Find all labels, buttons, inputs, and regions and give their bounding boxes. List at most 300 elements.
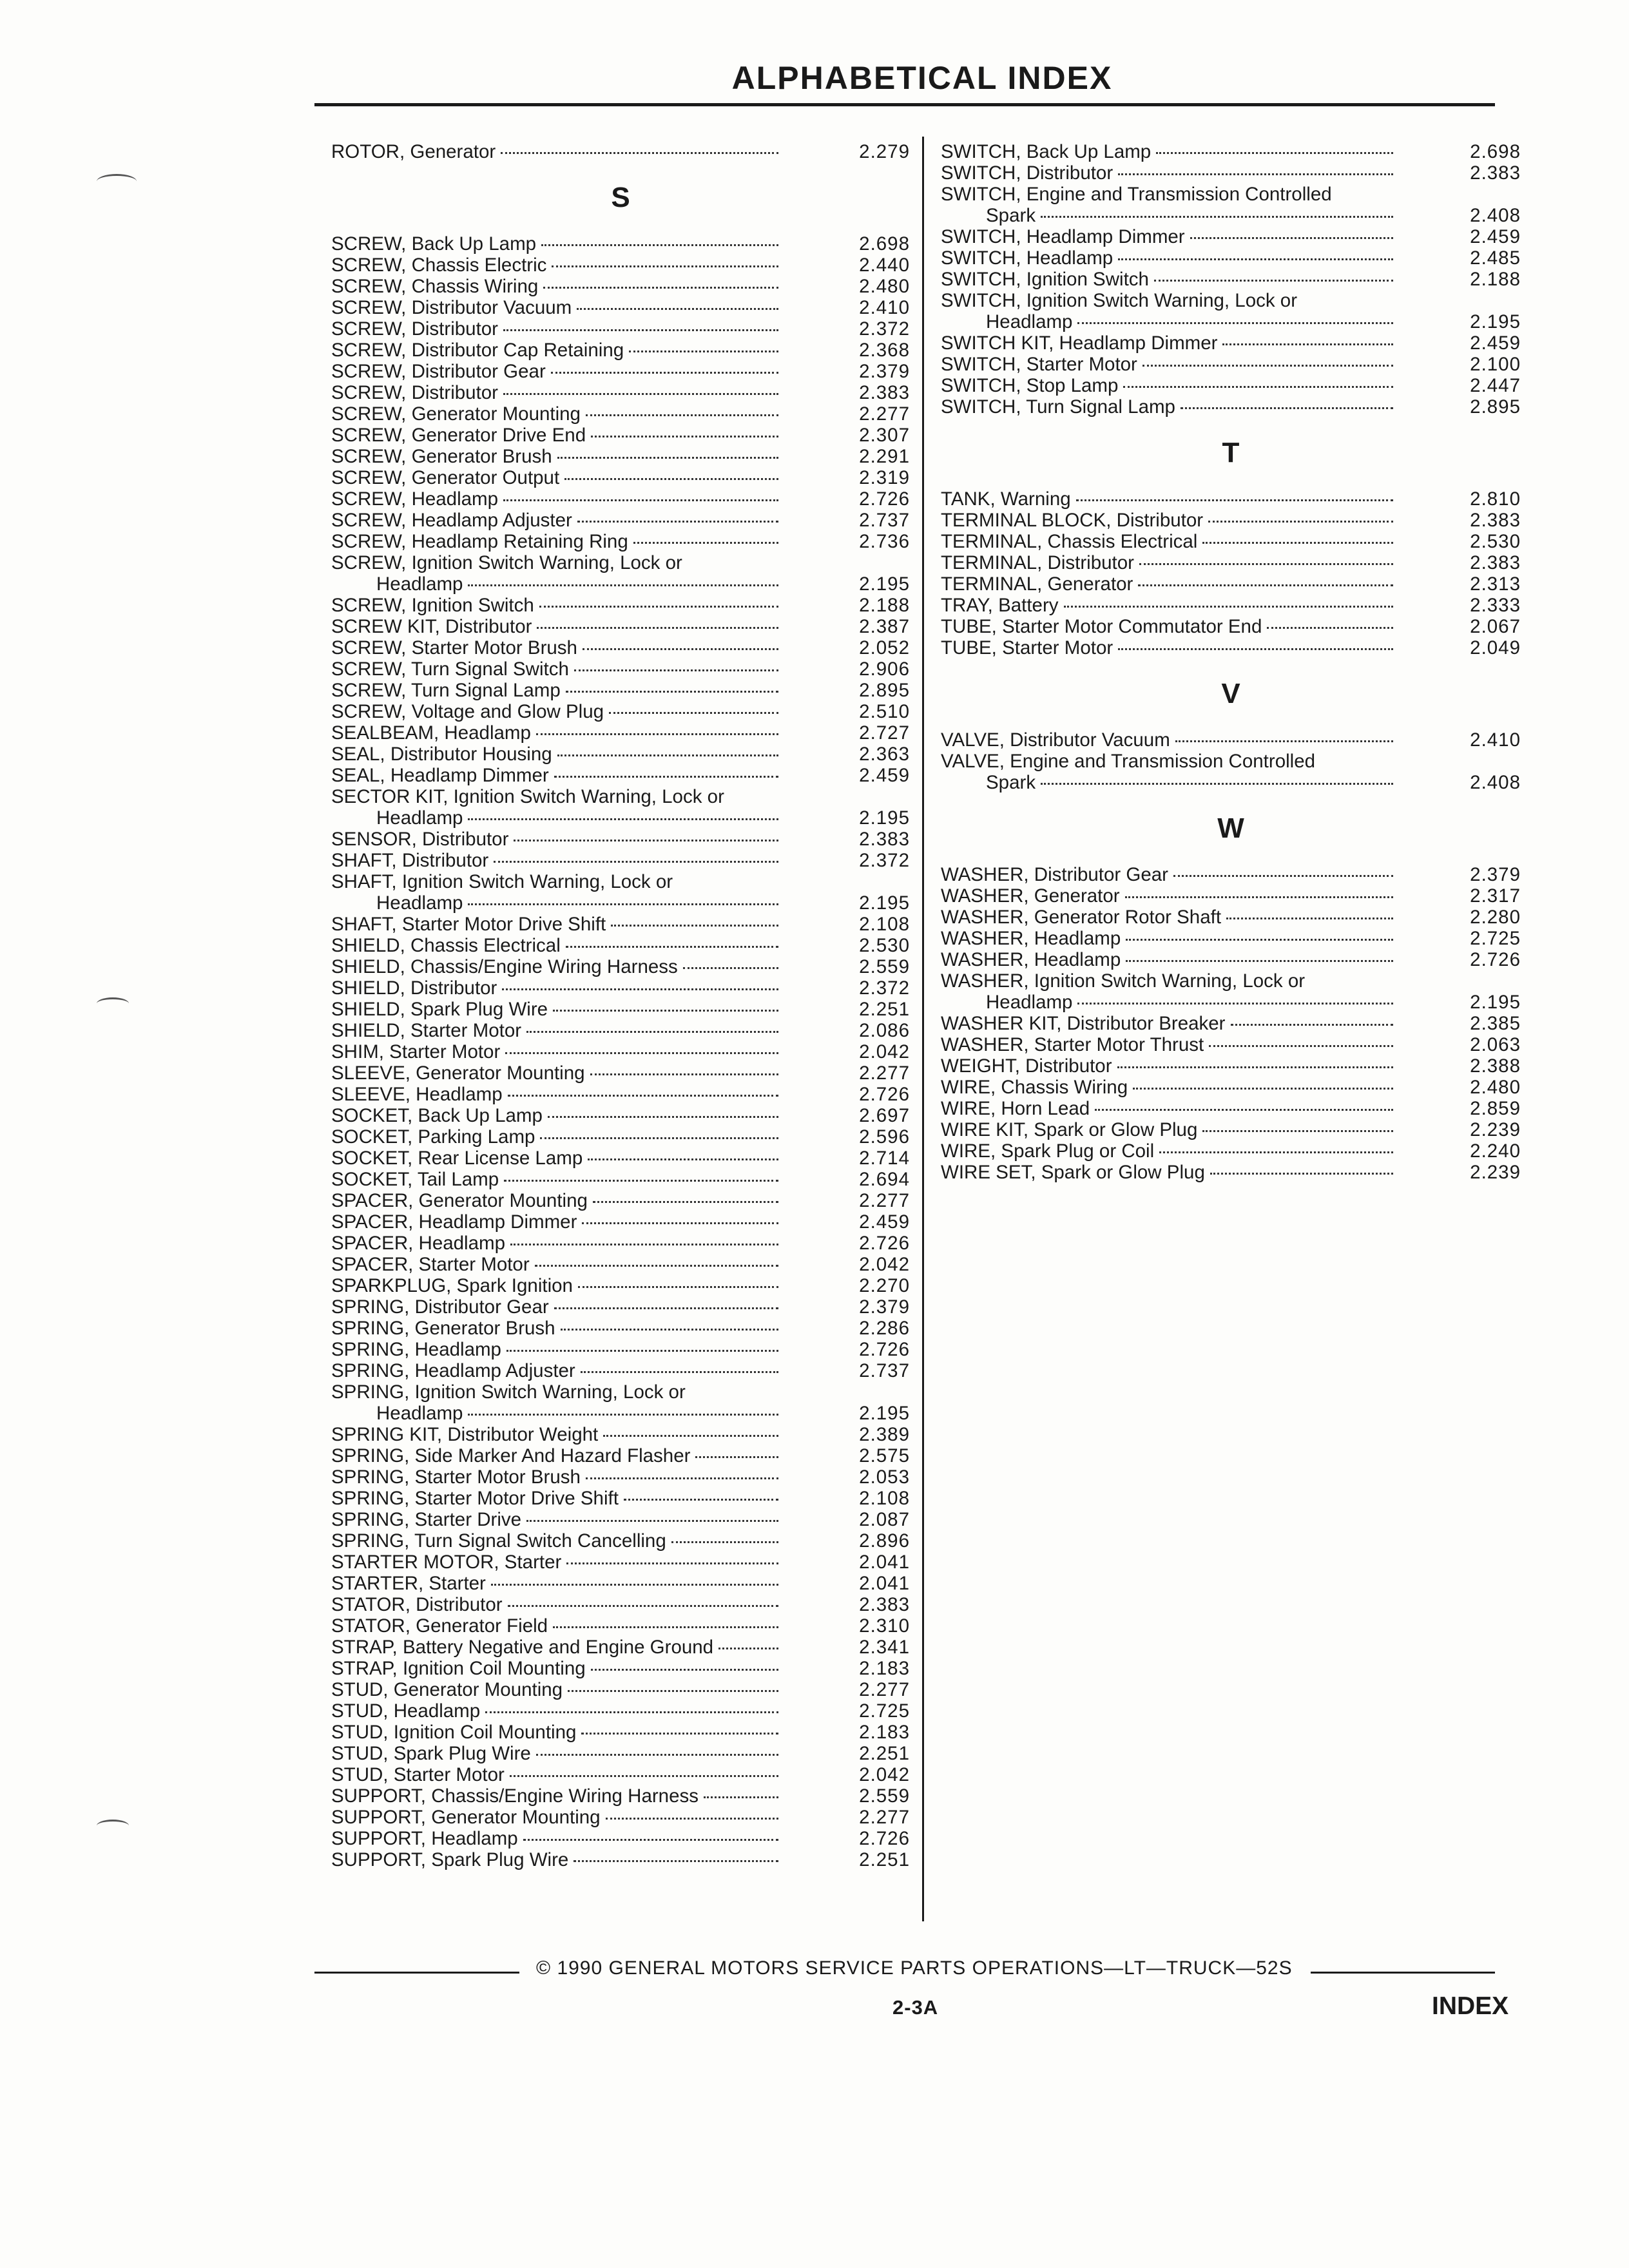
- index-entry: [941, 1034, 1521, 1055]
- entry-page: 2.559: [859, 956, 910, 977]
- entry-name: SPRING, Headlamp: [331, 1339, 501, 1360]
- entry-page: 2.319: [859, 467, 910, 488]
- index-entry: [331, 1381, 910, 1403]
- index-entry: [331, 1849, 910, 1870]
- index-entry: [331, 616, 910, 637]
- entry-name: SEALBEAM, Headlamp: [331, 722, 531, 744]
- index-entry: [331, 956, 910, 977]
- entry-name: TERMINAL, Chassis Electrical: [941, 531, 1198, 552]
- index-entry: [331, 680, 910, 701]
- entry-name: SCREW, Distributor Vacuum: [331, 297, 572, 318]
- entry-name: STRAP, Ignition Coil Mounting: [331, 1658, 586, 1679]
- dot-leader: [504, 1178, 778, 1182]
- entry-name: SHIM, Starter Motor: [331, 1041, 501, 1062]
- dot-leader: [510, 1242, 778, 1245]
- entry-name: SCREW, Headlamp: [331, 488, 499, 510]
- entry-name: SPRING, Headlamp Adjuster: [331, 1360, 575, 1381]
- entry-name: STUD, Generator Mounting: [331, 1679, 563, 1700]
- dot-leader: [564, 476, 778, 480]
- entry-name: TUBE, Starter Motor Commutator End: [941, 616, 1262, 637]
- dot-leader: [468, 582, 778, 586]
- entry-name: SOCKET, Rear License Lamp: [331, 1148, 583, 1169]
- dot-leader: [485, 1709, 778, 1713]
- dot-leader: [1125, 894, 1393, 898]
- dot-leader: [502, 986, 778, 990]
- dot-leader: [1209, 1043, 1393, 1047]
- index-entry: [331, 1041, 910, 1062]
- entry-page: 2.698: [1470, 141, 1521, 162]
- dot-leader: [505, 1050, 778, 1054]
- entry-name: SWITCH, Stop Lamp: [941, 375, 1119, 396]
- entry-name: WEIGHT, Distributor: [941, 1055, 1112, 1077]
- index-entry: [331, 871, 910, 892]
- entry-name: WASHER KIT, Distributor Breaker: [941, 1013, 1226, 1034]
- entry-name: SCREW, Distributor: [331, 382, 498, 403]
- index-entry: [331, 744, 910, 765]
- index-entry: [941, 247, 1521, 269]
- index-entry: [331, 637, 910, 658]
- dot-leader: [1077, 320, 1393, 324]
- entry-page: 2.725: [1470, 928, 1521, 949]
- index-entry: [331, 1828, 910, 1849]
- index-entry: [331, 1318, 910, 1339]
- index-entry: [941, 1162, 1521, 1183]
- dot-leader: [603, 1433, 778, 1437]
- page-number: 2-3A: [892, 1996, 939, 2019]
- footer-rule-left: [314, 1972, 519, 1974]
- dot-leader: [1126, 937, 1393, 941]
- entry-name: Headlamp: [376, 573, 463, 595]
- entry-name: SPRING, Distributor Gear: [331, 1296, 549, 1318]
- index-entry: [331, 1807, 910, 1828]
- entry-name: SCREW, Generator Brush: [331, 446, 552, 467]
- title-rule: [314, 103, 1495, 106]
- dot-leader: [629, 349, 778, 352]
- entry-name: WASHER, Headlamp: [941, 949, 1121, 970]
- index-entry: [331, 403, 910, 425]
- index-entry: [331, 361, 910, 382]
- entry-page: 2.277: [859, 1190, 910, 1211]
- entry-name: TRAY, Battery: [941, 595, 1059, 616]
- entry-page: 2.372: [859, 850, 910, 871]
- entry-name: STRAP, Battery Negative and Engine Ground: [331, 1637, 714, 1658]
- binder-hole-mark: [97, 1820, 129, 1832]
- entry-page: 2.385: [1470, 1013, 1521, 1034]
- dot-leader: [591, 434, 778, 437]
- entry-page: 2.195: [859, 573, 910, 595]
- index-entry: [941, 1140, 1521, 1162]
- letter-heading: T: [1222, 437, 1240, 468]
- entry-page: 2.726: [859, 1339, 910, 1360]
- entry-name: WIRE KIT, Spark or Glow Plug: [941, 1119, 1198, 1140]
- index-entry: [941, 1119, 1521, 1140]
- entry-page: 2.459: [1470, 226, 1521, 247]
- index-entry: [941, 637, 1521, 658]
- index-entry: [941, 595, 1521, 616]
- entry-page: 2.383: [859, 829, 910, 850]
- entry-page: 2.447: [1470, 375, 1521, 396]
- dot-leader: [554, 774, 778, 778]
- index-entry: [331, 1339, 910, 1360]
- entry-name: VALVE, Distributor Vacuum: [941, 729, 1170, 751]
- entry-page: 2.726: [1470, 949, 1521, 970]
- dot-leader: [548, 1114, 778, 1118]
- dot-leader: [1202, 1128, 1393, 1132]
- entry-name: WIRE SET, Spark or Glow Plug: [941, 1162, 1205, 1183]
- dot-leader: [1118, 171, 1393, 175]
- left-column: [331, 141, 910, 1870]
- index-entry: [331, 701, 910, 722]
- index-entry: [331, 1169, 910, 1190]
- entry-page: 2.388: [1470, 1055, 1521, 1077]
- index-entry: [941, 928, 1521, 949]
- entry-name: SCREW, Ignition Switch: [331, 595, 534, 616]
- entry-page: 2.195: [859, 892, 910, 914]
- entry-name: SCREW, Ignition Switch Warning, Lock or: [331, 552, 682, 573]
- section-label: INDEX: [1432, 1992, 1509, 2020]
- dot-leader: [1210, 1171, 1393, 1175]
- index-entry: [331, 573, 910, 595]
- entry-page: 2.896: [859, 1530, 910, 1552]
- dot-leader: [671, 1539, 778, 1543]
- entry-page: 2.277: [859, 1062, 910, 1084]
- dot-leader: [1041, 781, 1393, 785]
- dot-leader: [1222, 341, 1393, 345]
- index-entry: [331, 1743, 910, 1764]
- dot-leader: [593, 1199, 778, 1203]
- dot-leader: [491, 1582, 778, 1586]
- index-entry: [331, 141, 910, 162]
- dot-leader: [578, 1284, 778, 1288]
- index-entry: [331, 1211, 910, 1233]
- index-entry: [331, 318, 910, 340]
- entry-name: SPRING, Generator Brush: [331, 1318, 555, 1339]
- index-entry: [941, 1077, 1521, 1098]
- entry-page: 2.317: [1470, 885, 1521, 907]
- index-entry: [331, 467, 910, 488]
- dot-leader: [1118, 646, 1393, 650]
- dot-leader: [510, 1773, 778, 1777]
- entry-page: 2.086: [859, 1020, 910, 1041]
- entry-page: 2.277: [859, 1679, 910, 1700]
- dot-leader: [606, 1816, 778, 1820]
- dot-leader: [1159, 1149, 1393, 1153]
- index-entry: [331, 1509, 910, 1530]
- index-entry: [331, 658, 910, 680]
- index-entry: [331, 1445, 910, 1466]
- entry-name: STUD, Ignition Coil Mounting: [331, 1722, 577, 1743]
- entry-page: 2.277: [859, 1807, 910, 1828]
- index-entry: [941, 949, 1521, 970]
- index-entry: [331, 1403, 910, 1424]
- dot-leader: [1208, 519, 1393, 523]
- dot-leader: [543, 285, 778, 289]
- index-entry: [331, 340, 910, 361]
- entry-name: SCREW, Distributor Gear: [331, 361, 546, 382]
- index-entry: [941, 970, 1521, 992]
- entry-page: 2.195: [1470, 311, 1521, 332]
- index-entry: [331, 1254, 910, 1275]
- dot-leader: [508, 1093, 778, 1097]
- entry-page: 2.737: [859, 510, 910, 531]
- entry-name: SWITCH, Distributor: [941, 162, 1113, 184]
- entry-page: 2.383: [859, 1594, 910, 1615]
- right-column: [941, 141, 1521, 1183]
- entry-page: 2.726: [859, 1084, 910, 1105]
- entry-page: 2.100: [1470, 354, 1521, 375]
- dot-leader: [1133, 1086, 1393, 1090]
- entry-name: SPRING, Turn Signal Switch Cancelling: [331, 1530, 666, 1552]
- index-entry: [331, 531, 910, 552]
- entry-page: 2.694: [859, 1169, 910, 1190]
- entry-name: STATOR, Distributor: [331, 1594, 503, 1615]
- entry-page: 2.052: [859, 637, 910, 658]
- entry-page: 2.310: [859, 1615, 910, 1637]
- entry-name: TUBE, Starter Motor: [941, 637, 1113, 658]
- entry-name: SWITCH, Starter Motor: [941, 354, 1137, 375]
- letter-heading: W: [1217, 812, 1244, 844]
- dot-leader: [718, 1646, 778, 1649]
- dot-leader: [1076, 497, 1393, 501]
- entry-page: 2.041: [859, 1573, 910, 1594]
- entry-page: 2.195: [859, 807, 910, 829]
- entry-page: 2.042: [859, 1041, 910, 1062]
- entry-name: SCREW KIT, Distributor: [331, 616, 532, 637]
- entry-page: 2.387: [859, 616, 910, 637]
- index-entry: [331, 1084, 910, 1105]
- index-entry: [331, 1658, 910, 1679]
- index-entry: [331, 1764, 910, 1785]
- entry-page: 2.383: [1470, 510, 1521, 531]
- entry-name: STATOR, Generator Field: [331, 1615, 548, 1637]
- entry-page: 2.383: [859, 382, 910, 403]
- entry-name: STARTER MOTOR, Starter: [331, 1552, 562, 1573]
- entry-name: WASHER, Generator: [941, 885, 1120, 907]
- entry-name: SCREW, Back Up Lamp: [331, 233, 537, 255]
- entry-page: 2.195: [1470, 992, 1521, 1013]
- entry-name: SPRING, Starter Drive: [331, 1509, 522, 1530]
- dot-leader: [1173, 873, 1393, 877]
- entry-page: 2.410: [859, 297, 910, 318]
- entry-page: 2.307: [859, 425, 910, 446]
- entry-page: 2.379: [859, 1296, 910, 1318]
- dot-leader: [539, 604, 778, 608]
- entry-name: SCREW, Generator Drive End: [331, 425, 586, 446]
- index-entry: [331, 765, 910, 786]
- entry-name: SUPPORT, Chassis/Engine Wiring Harness: [331, 1785, 699, 1807]
- index-entry: [331, 892, 910, 914]
- dot-leader: [1202, 540, 1393, 544]
- dot-leader: [503, 327, 778, 331]
- index-entry: [331, 1296, 910, 1318]
- index-entry: [941, 729, 1521, 751]
- dot-leader: [583, 646, 778, 650]
- entry-page: 2.251: [859, 999, 910, 1020]
- entry-name: SPRING KIT, Distributor Weight: [331, 1424, 599, 1445]
- index-entry: [331, 425, 910, 446]
- dot-leader: [503, 391, 778, 395]
- dot-leader: [1064, 604, 1393, 608]
- page-title: ALPHABETICAL INDEX: [731, 60, 1113, 96]
- index-entry: [331, 1148, 910, 1169]
- entry-name: SWITCH, Headlamp: [941, 247, 1113, 269]
- index-entry: [331, 446, 910, 467]
- entry-name: SEAL, Distributor Housing: [331, 744, 552, 765]
- dot-leader: [590, 1072, 778, 1075]
- entry-page: 2.067: [1470, 616, 1521, 637]
- index-entry: [941, 510, 1521, 531]
- footer-copyright: © 1990 GENERAL MOTORS SERVICE PARTS OPERATIONS—LT—TRUCK—52S: [536, 1957, 1293, 1979]
- entry-name: SPRING, Starter Motor Drive Shift: [331, 1488, 619, 1509]
- entry-name: Headlamp: [986, 311, 1073, 332]
- entry-page: 2.239: [1470, 1119, 1521, 1140]
- entry-name: SLEEVE, Generator Mounting: [331, 1062, 585, 1084]
- entry-page: 2.239: [1470, 1162, 1521, 1183]
- dot-leader: [566, 944, 778, 948]
- index-entry: [331, 1126, 910, 1148]
- index-entry: [941, 616, 1521, 637]
- index-entry: [941, 375, 1521, 396]
- entry-page: 2.368: [859, 340, 910, 361]
- entry-page: 2.251: [859, 1849, 910, 1870]
- entry-name: WIRE, Horn Lead: [941, 1098, 1090, 1119]
- dot-leader: [566, 1561, 778, 1564]
- entry-page: 2.277: [859, 403, 910, 425]
- dot-leader: [552, 264, 778, 267]
- entry-name: SHIELD, Chassis/Engine Wiring Harness: [331, 956, 678, 977]
- entry-name: SOCKET, Parking Lamp: [331, 1126, 535, 1148]
- entry-page: 2.726: [859, 1233, 910, 1254]
- entry-page: 2.726: [859, 488, 910, 510]
- index-entry: [941, 573, 1521, 595]
- entry-name: TERMINAL, Generator: [941, 573, 1133, 595]
- entry-name: SPRING, Side Marker And Hazard Flasher: [331, 1445, 691, 1466]
- dot-leader: [468, 816, 778, 820]
- dot-leader: [577, 306, 778, 310]
- dot-leader: [537, 625, 778, 629]
- entry-page: 2.183: [859, 1722, 910, 1743]
- dot-leader: [468, 1412, 778, 1416]
- entry-page: 2.240: [1470, 1140, 1521, 1162]
- dot-leader: [1156, 150, 1393, 154]
- index-entry: [941, 205, 1521, 226]
- index-entry: [331, 1530, 910, 1552]
- entry-name: WASHER, Distributor Gear: [941, 864, 1168, 885]
- index-entry: [331, 382, 910, 403]
- index-entry: [941, 885, 1521, 907]
- entry-name: SCREW, Generator Output: [331, 467, 560, 488]
- entry-name: SPARKPLUG, Spark Ignition: [331, 1275, 573, 1296]
- entry-name: ROTOR, Generator: [331, 141, 496, 162]
- entry-page: 2.859: [1470, 1098, 1521, 1119]
- index-entry: [331, 829, 910, 850]
- dot-leader: [506, 1348, 778, 1352]
- dot-leader: [523, 1837, 778, 1841]
- dot-leader: [526, 1518, 778, 1522]
- dot-leader: [1095, 1107, 1393, 1111]
- entry-page: 2.459: [1470, 332, 1521, 354]
- entry-page: 2.698: [859, 233, 910, 255]
- index-entry: [331, 552, 910, 573]
- index-entry: [331, 914, 910, 935]
- entry-name: SLEEVE, Headlamp: [331, 1084, 503, 1105]
- index-entry: [331, 1020, 910, 1041]
- dot-leader: [1142, 363, 1393, 367]
- index-entry: [941, 552, 1521, 573]
- index-entry: [331, 1233, 910, 1254]
- index-entry: [331, 935, 910, 956]
- entry-name: WASHER, Generator Rotor Shaft: [941, 907, 1222, 928]
- entry-page: 2.280: [1470, 907, 1521, 928]
- index-entry: [331, 999, 910, 1020]
- index-entry: [941, 269, 1521, 290]
- dot-leader: [633, 540, 778, 544]
- index-entry: [331, 1552, 910, 1573]
- dot-leader: [508, 1603, 778, 1607]
- entry-name: SUPPORT, Generator Mounting: [331, 1807, 601, 1828]
- entry-name: SPACER, Headlamp: [331, 1233, 505, 1254]
- index-entry: [331, 595, 910, 616]
- entry-name: Headlamp: [376, 1403, 463, 1424]
- index-entry: [941, 290, 1521, 311]
- entry-page: 2.459: [859, 765, 910, 786]
- dot-leader: [1126, 958, 1393, 962]
- dot-leader: [554, 1305, 778, 1309]
- entry-page: 2.379: [859, 361, 910, 382]
- index-entry: [331, 1679, 910, 1700]
- entry-page: 2.188: [859, 595, 910, 616]
- dot-leader: [1117, 1064, 1393, 1068]
- dot-leader: [1077, 1001, 1393, 1004]
- index-entry: [331, 1594, 910, 1615]
- entry-name: STARTER, Starter: [331, 1573, 486, 1594]
- entry-page: 2.440: [859, 255, 910, 276]
- entry-page: 2.188: [1470, 269, 1521, 290]
- dot-leader: [1154, 278, 1393, 282]
- entry-name: SENSOR, Distributor: [331, 829, 509, 850]
- entry-name: SPRING, Starter Motor Brush: [331, 1466, 581, 1488]
- entry-name: Spark: [986, 772, 1036, 793]
- entry-name: SHAFT, Ignition Switch Warning, Lock or: [331, 871, 673, 892]
- entry-page: 2.383: [1470, 552, 1521, 573]
- entry-page: 2.183: [859, 1658, 910, 1679]
- column-divider: [922, 137, 924, 1921]
- entry-name: SCREW, Starter Motor Brush: [331, 637, 577, 658]
- entry-name: SCREW, Turn Signal Switch: [331, 658, 569, 680]
- dot-leader: [536, 731, 778, 735]
- dot-leader: [624, 1497, 778, 1501]
- entry-page: 2.485: [1470, 247, 1521, 269]
- index-entry: [941, 992, 1521, 1013]
- entry-name: WIRE, Spark Plug or Coil: [941, 1140, 1155, 1162]
- index-entry: [941, 751, 1521, 772]
- entry-name: WASHER, Headlamp: [941, 928, 1121, 949]
- dot-leader: [503, 497, 778, 501]
- dot-leader: [561, 1327, 778, 1331]
- index-entry: [331, 488, 910, 510]
- entry-page: 2.895: [1470, 396, 1521, 418]
- dot-leader: [577, 519, 778, 523]
- entry-name: SWITCH, Turn Signal Lamp: [941, 396, 1175, 418]
- dot-leader: [541, 242, 778, 246]
- entry-name: SWITCH, Ignition Switch: [941, 269, 1149, 290]
- entry-page: 2.906: [859, 658, 910, 680]
- entry-name: WASHER, Starter Motor Thrust: [941, 1034, 1204, 1055]
- entry-page: 2.291: [859, 446, 910, 467]
- index-entry: [331, 510, 910, 531]
- entry-page: 2.510: [859, 701, 910, 722]
- entry-page: 2.389: [859, 1424, 910, 1445]
